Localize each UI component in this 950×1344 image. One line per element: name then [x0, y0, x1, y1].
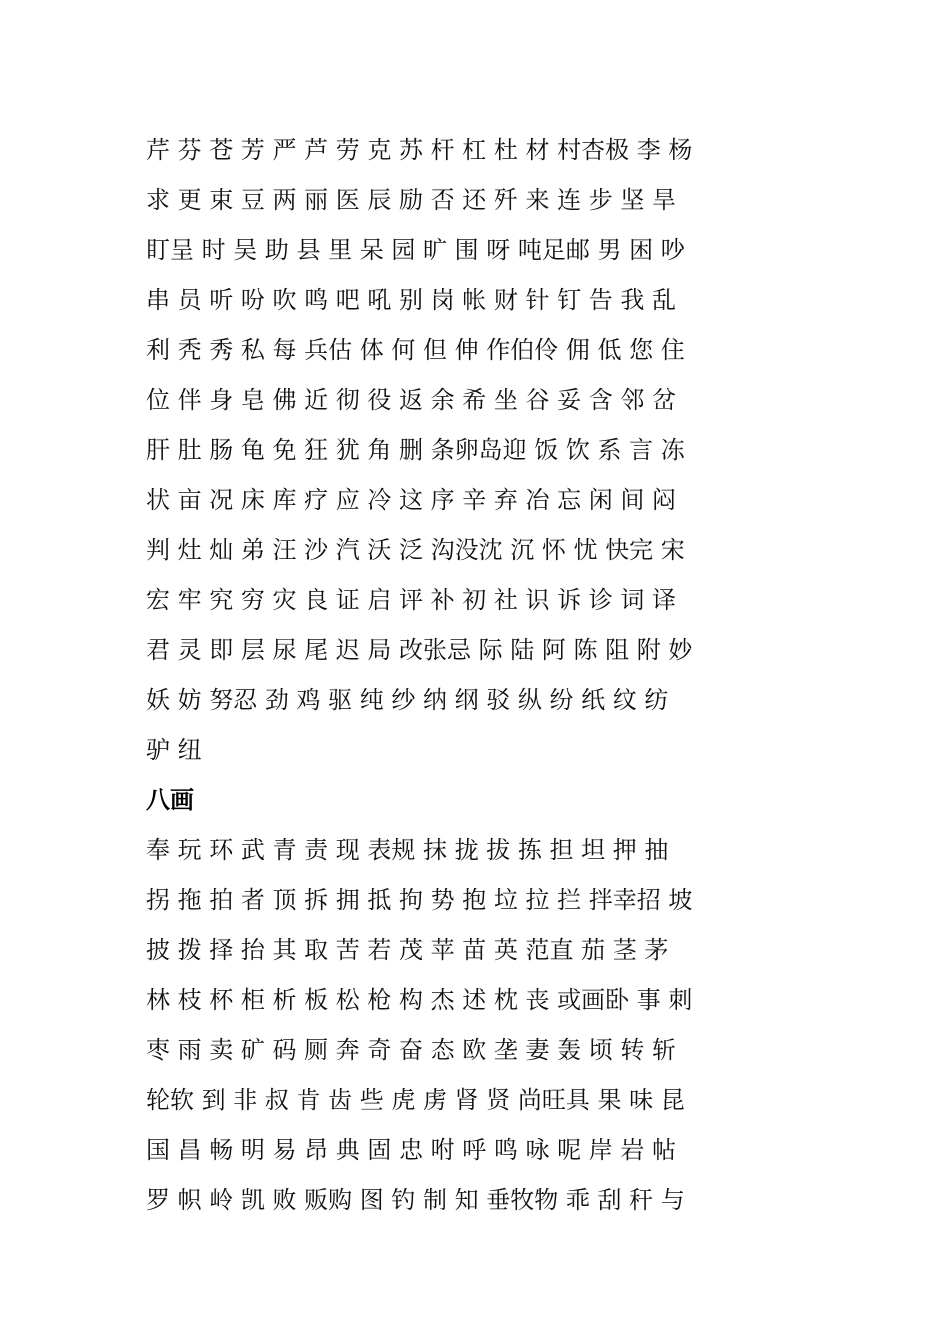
character-list	[146, 128, 846, 1228]
character-line: 轮软 到 非 叔 肯 齿 些 虎 虏 肾 贤 尚旺具 果 味 昆	[146, 1086, 685, 1114]
character-line: 判 灶 灿 弟 汪 沙 汽 沃 泛 沟没沈 沉 怀 忧 快完 宋	[146, 536, 685, 564]
character-line: 串 员 听 吩 吹 鸣 吧 吼 别 岗 帐 财 针 钉 告 我 乱	[146, 286, 677, 314]
character-line: 国 昌 畅 明 易 昂 典 固 忠 咐 呼 鸣 咏 呢 岸 岩 帖	[146, 1136, 677, 1164]
character-line: 驴 纽	[146, 736, 202, 764]
character-line: 奉 玩 环 武 青 责 现 表规 抹 拢 拔 拣 担 坦 押 抽	[146, 836, 669, 864]
character-line: 求 更 束 豆 两 丽 医 辰 励 否 还 歼 来 连 步 坚 旱	[146, 186, 677, 214]
character-line: 利 秃 秀 私 每 兵估 体 何 但 伸 作伯伶 佣 低 您 住	[146, 336, 685, 364]
character-line: 妖 妨 努忍 劲 鸡 驱 纯 纱 纳 纲 驳 纵 纷 纸 纹 纺	[146, 686, 669, 714]
character-line: 罗 帜 岭 凯 败 贩购 图 钓 制 知 垂牧物 乖 刮 秆 与	[146, 1186, 685, 1214]
character-line: 宏 牢 究 穷 灾 良 证 启 评 补 初 社 识 诉 诊 词 译	[146, 586, 677, 614]
character-line: 状 亩 况 床 库 疗 应 冷 这 序 辛 弃 冶 忘 闲 间 闷	[146, 486, 677, 514]
character-line: 盯呈 时 吴 助 县 里 呆 园 旷 围 呀 吨足邮 男 困 吵	[146, 236, 685, 264]
character-line: 君 灵 即 层 尿 尾 迟 局 改张忌 际 陆 阿 陈 阻 附 妙	[146, 636, 693, 664]
character-line: 芹 芬 苍 芳 严 芦 劳 克 苏 杆 杠 杜 材 村杏极 李 杨	[146, 136, 693, 164]
character-line: 位 伴 身 皂 佛 近 彻 役 返 余 希 坐 谷 妥 含 邻 岔	[146, 386, 677, 414]
section-heading: 八画	[146, 786, 194, 814]
character-line: 拐 拖 拍 者 顶 拆 拥 抵 拘 势 抱 垃 拉 拦 拌幸招 坡	[146, 886, 693, 914]
character-line: 林 枝 杯 柜 析 板 松 枪 构 杰 述 枕 丧 或画卧 事 刺	[146, 986, 693, 1014]
character-line: 披 拨 择 抬 其 取 苦 若 茂 苹 苗 英 范直 茄 茎 茅	[146, 936, 669, 964]
character-line: 枣 雨 卖 矿 码 厕 奔 奇 奋 态 欧 垄 妻 轰 顷 转 斩	[146, 1036, 677, 1064]
character-line: 肝 肚 肠 龟 免 狂 犹 角 删 条卵岛迎 饭 饮 系 言 冻	[146, 436, 685, 464]
